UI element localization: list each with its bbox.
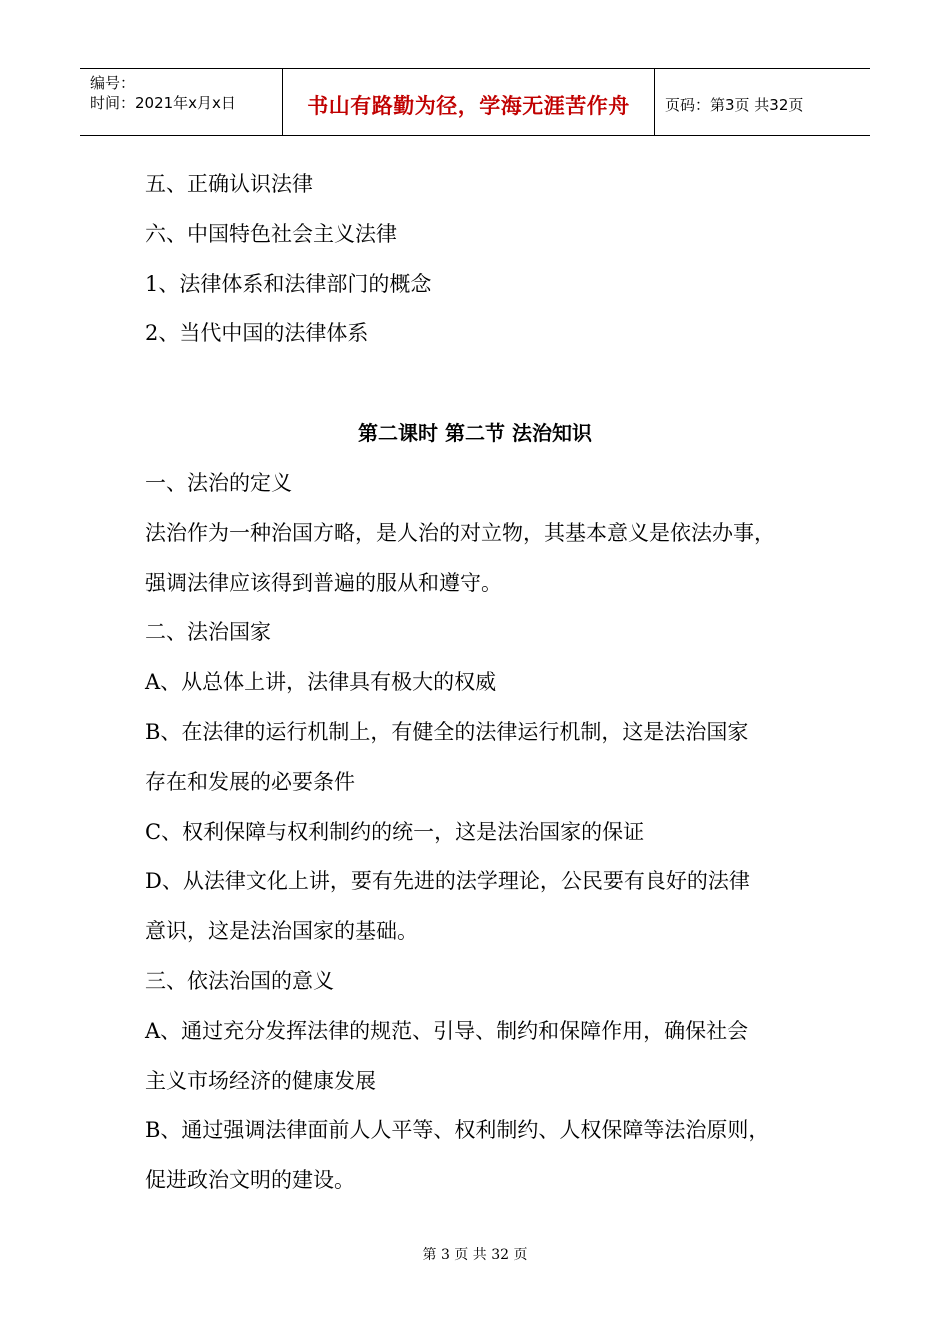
header-motto: 书山有路勤为径，学海无涯苦作舟 [307, 94, 630, 118]
header-motto-cell [282, 69, 655, 135]
paragraph-line: C、权利保障与权利制约的统一，这是法治国家的保证 [145, 819, 645, 844]
document-time-label: 时间：2021年x月x日 [90, 94, 236, 112]
spacer [145, 359, 845, 409]
paragraph-line: A、通过充分发挥法律的规范、引导、制约和保障作用，确保社会 [145, 1018, 749, 1043]
paragraph-line: 主义市场经济的健康发展 [145, 1068, 376, 1093]
document-number-label: 编号： [90, 74, 136, 92]
section-line: 2、当代中国的法律体系 [145, 321, 369, 346]
paragraph-line: A、从总体上讲，法律具有极大的权威 [145, 670, 497, 695]
page-footer: 第 3 页 共 32 页 [422, 1247, 528, 1263]
section-line: 五、正确认识法律 [145, 172, 313, 196]
paragraph-line: D、从法律文化上讲，要有先进的法学理论，公民要有良好的法律 [145, 869, 750, 894]
page-header [80, 68, 870, 136]
paragraph-line: 意识，这是法治国家的基础。 [145, 919, 418, 944]
header-page-info: 页码：第3页 共32页 [665, 95, 804, 114]
paragraph-line: 法治作为一种治国方略，是人治的对立物，其基本意义是依法办事， [145, 520, 775, 545]
lesson-heading: 第二课时 第二节 法治知识 [358, 421, 592, 446]
header-meta [80, 69, 282, 135]
section-line: 1、法律体系和法律部门的概念 [145, 271, 432, 296]
paragraph-line: 一、法治的定义 [145, 470, 292, 495]
document-body [145, 160, 845, 1206]
paragraph-line: B、在法律的运行机制上，有健全的法律运行机制，这是法治国家 [145, 719, 749, 744]
section-line: 六、中国特色社会主义法律 [145, 221, 397, 246]
paragraph-line: 三、依法治国的意义 [145, 968, 334, 993]
paragraph-line: 强调法律应该得到普遍的服从和遵守。 [145, 570, 502, 595]
paragraph-line: B、通过强调法律面前人人平等、权利制约、人权保障等法治原则， [145, 1118, 770, 1143]
paragraph-line: 存在和发展的必要条件 [145, 769, 355, 794]
paragraph-line: 促进政治文明的建设。 [145, 1168, 355, 1193]
paragraph-line: 二、法治国家 [145, 620, 271, 645]
